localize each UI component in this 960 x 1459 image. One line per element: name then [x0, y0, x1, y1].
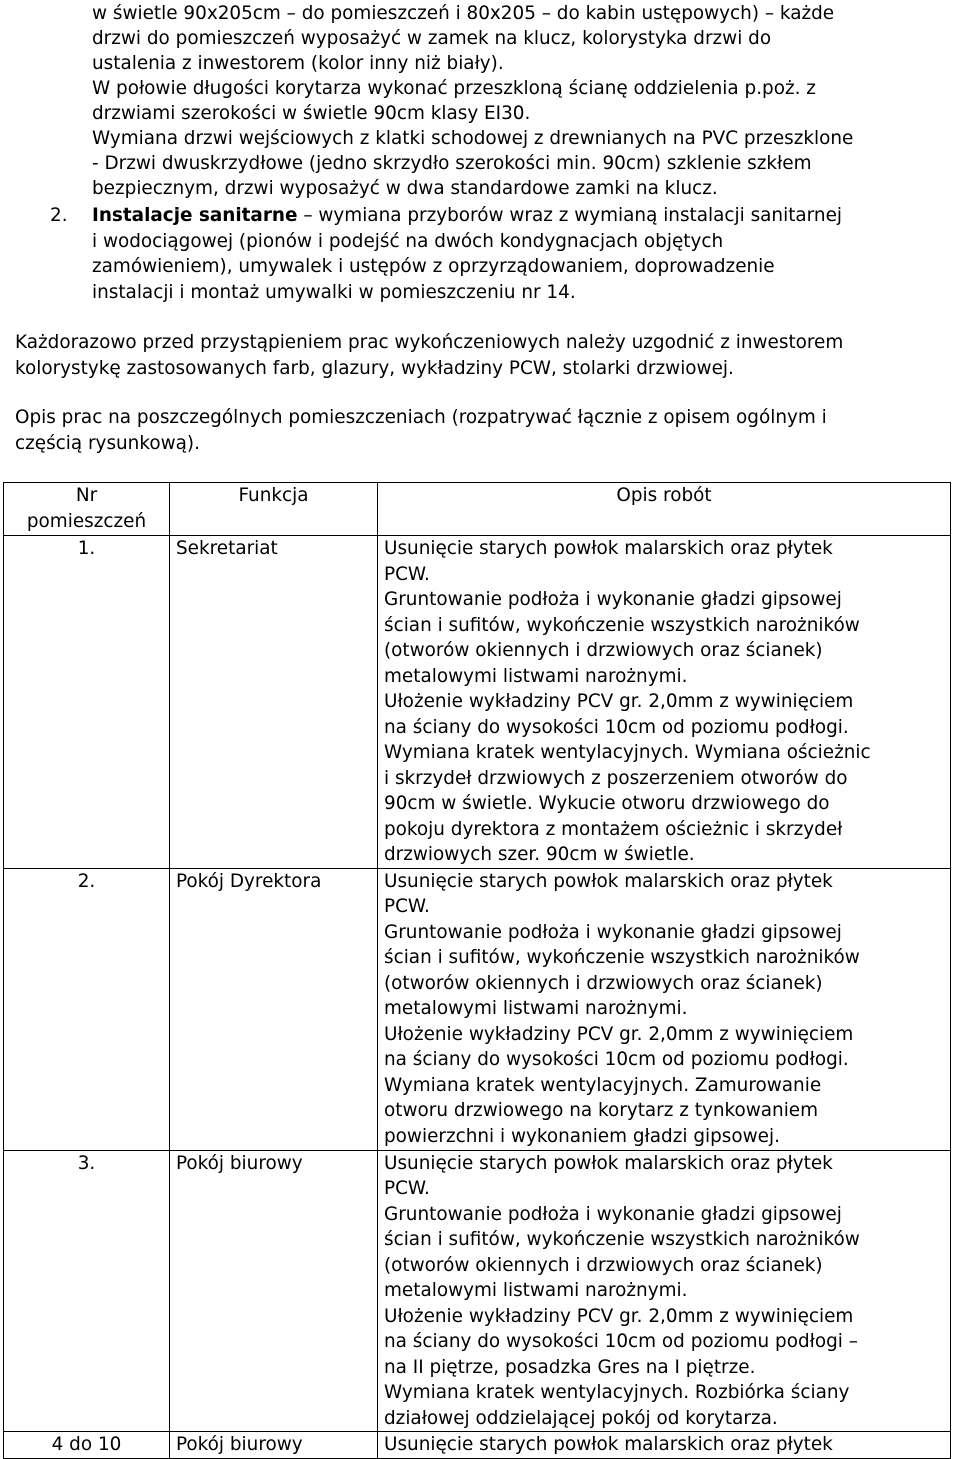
row-function: Pokój biurowy — [170, 1432, 378, 1459]
description-line: metalowymi listwami narożnymi. — [384, 1280, 688, 1301]
description-line: Ułożenie wykładziny PCV gr. 2,0mm z wywinięciem — [384, 1305, 854, 1327]
section-line: instalacji i montaż umywalki w pomieszczeniu nr 14. — [92, 282, 576, 303]
description-line: na ściany do wysokości 10cm od poziomu podłogi – — [384, 1331, 858, 1352]
intro-line: w świetle 90x205cm – do pomieszczeń i 80x205 – do kabin ustępowych) – każde — [92, 3, 835, 24]
paragraph-colors-line: kolorystykę zastosowanych farb, glazury, wykładziny PCW, stolarki drzwiowej. — [15, 358, 734, 379]
description-line: Gruntowanie podłoża i wykonanie gładzi gipsowej — [384, 921, 842, 943]
description-line: (otworów okiennych i drzwiowych oraz ścianek) — [384, 1254, 823, 1276]
paragraph-colors-line: Każdorazowo przed przystąpieniem prac wykończeniowych należy uzgodnić z inwestorem — [15, 332, 844, 353]
intro-line: W połowie długości korytarza wykonać przeszkloną ścianę oddzielenia p.poż. z — [92, 78, 816, 99]
row-description — [378, 868, 951, 1150]
description-line: Ułożenie wykładziny PCV gr. 2,0mm z wywinięciem — [384, 691, 854, 712]
description-line: ścian i sufitów, wykończenie wszystkich narożników — [384, 947, 860, 968]
description-line: metalowymi listwami narożnymi. — [384, 998, 688, 1019]
paragraph-rooms-line: Opis prac na poszczególnych pomieszczeniach (rozpatrywać łącznie z opisem ogólnym i — [15, 407, 827, 428]
description-line: i skrzydeł drzwiowych z poszerzeniem otworów do — [384, 767, 848, 789]
row-description — [378, 1150, 951, 1432]
section-heading-line — [92, 203, 842, 229]
description-line: PCW. — [384, 1178, 430, 1199]
intro-line: drzwi do pomieszczeń wyposażyć w zamek na klucz, kolorystyka drzwi do — [92, 28, 772, 49]
table-row — [4, 1432, 951, 1459]
description-line: Wymiana kratek wentylacyjnych. Wymiana ościeżnic — [384, 742, 871, 763]
description-line: metalowymi listwami narożnymi. — [384, 665, 688, 687]
header-description: Opis robót — [378, 483, 951, 536]
table-row — [4, 1150, 951, 1432]
description-line: Ułożenie wykładziny PCV gr. 2,0mm z wywinięciem — [384, 1023, 854, 1045]
header-nr — [4, 483, 170, 536]
intro-line: bezpiecznym, drzwi wyposażyć w dwa standardowe zamki na klucz. — [92, 178, 718, 199]
description-line: Usunięcie starych powłok malarskich oraz płytek — [384, 1434, 833, 1455]
description-line: 90cm w świetle. Wykucie otworu drzwiowego do — [384, 793, 830, 814]
description-line: powierzchni i wykonaniem gładzi gipsowej. — [384, 1125, 780, 1147]
description-line: działowej oddzielającej pokój od korytarza. — [384, 1407, 778, 1429]
table-row — [4, 868, 951, 1150]
description-line: PCW. — [384, 896, 430, 917]
row-function: Sekretariat — [170, 536, 378, 869]
description-line: (otworów okiennych i drzwiowych oraz ścianek) — [384, 640, 823, 661]
description-line: pokoju dyrektora z montażem ościeżnic i skrzydeł — [384, 818, 843, 840]
row-function: Pokój biurowy — [170, 1150, 378, 1432]
description-line: Gruntowanie podłoża i wykonanie gładzi gipsowej — [384, 1203, 842, 1225]
section-line: zamówieniem), umywalek i ustępów z oprzyrządowaniem, doprowadzenie — [92, 256, 775, 277]
description-line: ścian i sufitów, wykończenie wszystkich narożników — [384, 1229, 860, 1250]
rooms-table — [3, 482, 951, 1459]
intro-line: Wymiana drzwi wejściowych z klatki schodowej z drewnianych na PVC przeszklone — [92, 128, 854, 149]
table-row — [4, 536, 951, 869]
table-header-row — [4, 483, 951, 536]
description-line: na ściany do wysokości 10cm od poziomu podłogi. — [384, 716, 849, 738]
row-nr: 1. — [4, 536, 170, 869]
header-nr-line1: Nr — [75, 485, 98, 506]
section-first-line: – wymiana przyborów wraz z wymianą instalacji sanitarnej — [297, 205, 842, 226]
row-nr: 3. — [4, 1150, 170, 1432]
description-line: Wymiana kratek wentylacyjnych. Zamurowanie — [384, 1074, 822, 1096]
intro-line: ustalenia z inwestorem (kolor inny niż biały). — [92, 53, 504, 74]
row-description — [378, 536, 951, 869]
description-line: PCW. — [384, 563, 430, 585]
header-nr-line2: pomieszczeń — [26, 510, 147, 532]
row-nr: 2. — [4, 868, 170, 1150]
description-line: na ściany do wysokości 10cm od poziomu podłogi. — [384, 1049, 849, 1070]
intro-line: - Drzwi dwuskrzydłowe (jedno skrzydło szerokości min. 90cm) szklenie szkłem — [92, 153, 812, 174]
section-line: i wodociągowej (pionów i podejść na dwóch kondygnacjach objętych — [92, 231, 724, 252]
row-function: Pokój Dyrektora — [170, 868, 378, 1150]
description-line: Gruntowanie podłoża i wykonanie gładzi gipsowej — [384, 589, 842, 610]
description-line: ścian i sufitów, wykończenie wszystkich narożników — [384, 614, 860, 636]
paragraph-rooms-line: częścią rysunkową). — [15, 433, 200, 454]
description-line: drzwiowych szer. 90cm w świetle. — [384, 844, 695, 865]
description-line: Wymiana kratek wentylacyjnych. Rozbiórka ściany — [384, 1382, 850, 1403]
description-line: na II piętrze, posadzka Gres na I piętrze. — [384, 1356, 756, 1378]
intro-line: drzwiami szerokości w świetle 90cm klasy EI30. — [92, 103, 531, 124]
row-nr: 4 do 10 — [4, 1432, 170, 1459]
description-line: Usunięcie starych powłok malarskich oraz płytek — [384, 1152, 833, 1174]
header-function: Funkcja — [170, 483, 378, 536]
description-line: (otworów okiennych i drzwiowych oraz ścianek) — [384, 972, 823, 994]
description-line: otworu drzwiowego na korytarz z tynkowaniem — [384, 1100, 819, 1121]
description-line: Usunięcie starych powłok malarskich oraz płytek — [384, 870, 833, 892]
row-description — [378, 1432, 951, 1459]
description-line: Usunięcie starych powłok malarskich oraz płytek — [384, 538, 833, 559]
section-title: Instalacje sanitarne — [92, 205, 298, 226]
section-number: 2. — [50, 205, 68, 226]
